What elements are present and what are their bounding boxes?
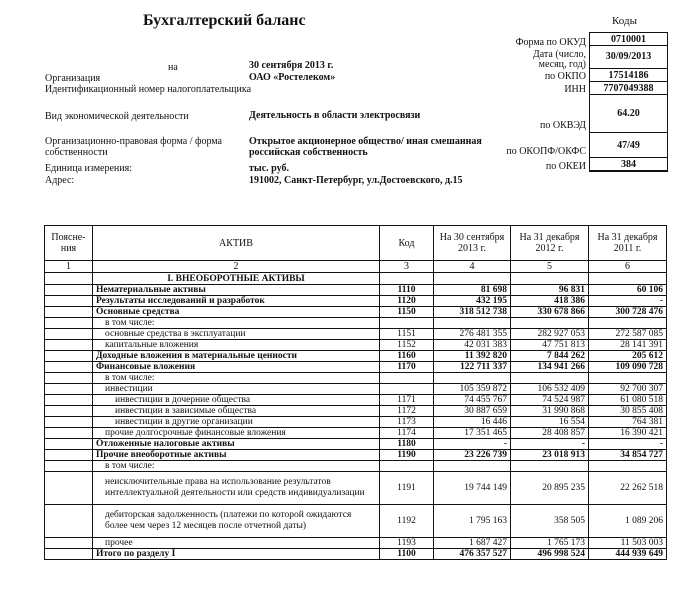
row-code [380, 384, 434, 395]
col-code-header: Код [380, 226, 434, 261]
report-date: 30 сентября 2013 г. [249, 60, 334, 71]
table-row [45, 362, 667, 373]
note-cell [45, 417, 93, 428]
table-row [45, 373, 667, 384]
note-cell [45, 296, 93, 307]
note-cell [45, 538, 93, 549]
row-code: 1160 [380, 351, 434, 362]
row-value-2011 [589, 461, 667, 472]
row-code: 1151 [380, 329, 434, 340]
row-value-2011: 1 089 206 [589, 505, 667, 538]
inn-label: Идентификационный номер налогоплательщика [45, 84, 252, 95]
table-row [45, 285, 667, 296]
row-value-2013 [434, 373, 511, 384]
codes-heading: Коды [612, 15, 637, 27]
row-code: 1100 [380, 549, 434, 560]
row-value-2011: 22 262 518 [589, 472, 667, 505]
row-value-2011: 61 080 518 [589, 395, 667, 406]
row-value-2013 [434, 461, 511, 472]
row-label: Основные средства [93, 307, 380, 318]
row-value-2012: 23 018 913 [511, 450, 589, 461]
table-header-row [45, 226, 667, 261]
row-value-2013: 23 226 739 [434, 450, 511, 461]
row-value-2012: 358 505 [511, 505, 589, 538]
unit-label: Единица измерения: [45, 163, 132, 174]
section-row [45, 273, 667, 285]
row-label: основные средства в эксплуатации [93, 329, 380, 340]
table-row [45, 450, 667, 461]
table-row [45, 406, 667, 417]
note-cell [45, 329, 93, 340]
form-okud-label: Форма по ОКУД [515, 37, 586, 48]
table-row [45, 340, 667, 351]
col-2013-header: На 30 сентября 2013 г. [434, 226, 511, 261]
row-label: Финансовые вложения [93, 362, 380, 373]
okpo-code-box: 17514186 [589, 69, 668, 82]
okved-code-box: 64.20 [589, 95, 668, 133]
table-row [45, 505, 667, 538]
table-row [45, 549, 667, 560]
row-value-2011: 28 141 391 [589, 340, 667, 351]
table-row [45, 296, 667, 307]
table-row [45, 428, 667, 439]
row-code: 1150 [380, 307, 434, 318]
row-value-2013: 1 687 427 [434, 538, 511, 549]
note-cell [45, 549, 93, 560]
row-value-2013: 105 359 872 [434, 384, 511, 395]
row-label: в том числе: [93, 318, 380, 329]
row-value-2012 [511, 318, 589, 329]
row-value-2011: 272 587 085 [589, 329, 667, 340]
row-value-2012: 28 408 857 [511, 428, 589, 439]
table-row [45, 384, 667, 395]
row-label: капитальные вложения [93, 340, 380, 351]
org-value: ОАО «Ростелеком» [249, 72, 336, 83]
date-code-box: 30/09/2013 [589, 45, 668, 69]
row-label: прочее [93, 538, 380, 549]
row-value-2013: - [434, 439, 511, 450]
row-value-2012: 496 998 524 [511, 549, 589, 560]
col-number: 1 [45, 261, 93, 273]
table-row [45, 439, 667, 450]
col-number: 6 [589, 261, 667, 273]
row-code: 1152 [380, 340, 434, 351]
row-value-2012: 96 831 [511, 285, 589, 296]
note-cell [45, 285, 93, 296]
col-asset-header: АКТИВ [93, 226, 380, 261]
row-value-2012: 47 751 813 [511, 340, 589, 351]
row-value-2012: 418 386 [511, 296, 589, 307]
row-code: 1170 [380, 362, 434, 373]
note-cell [45, 472, 93, 505]
row-value-2013: 17 351 465 [434, 428, 511, 439]
legal-form-label: Организационно-правовая форма / форма собственности [45, 136, 222, 158]
table-row [45, 307, 667, 318]
row-value-2012: 282 927 053 [511, 329, 589, 340]
row-value-2011: 16 390 421 [589, 428, 667, 439]
page-title: Бухгалтерский баланс [143, 12, 306, 29]
legal-form-value: Открытое акционерное общество/ иная смешанная российская собственность [249, 136, 482, 158]
row-code: 1173 [380, 417, 434, 428]
row-value-2012: 106 532 409 [511, 384, 589, 395]
okei-code-box: 384 [589, 158, 668, 172]
note-cell [45, 428, 93, 439]
row-value-2011: 444 939 649 [589, 549, 667, 560]
row-value-2013: 81 698 [434, 285, 511, 296]
okopf-code-box: 47/49 [589, 133, 668, 158]
row-label: в том числе: [93, 373, 380, 384]
row-value-2011: 60 106 [589, 285, 667, 296]
row-value-2012: 1 765 173 [511, 538, 589, 549]
row-value-2012: 330 678 866 [511, 307, 589, 318]
row-value-2012: 16 554 [511, 417, 589, 428]
row-value-2013: 122 711 337 [434, 362, 511, 373]
note-cell [45, 351, 93, 362]
row-value-2012: 31 990 868 [511, 406, 589, 417]
note-cell [45, 362, 93, 373]
column-number-row [45, 261, 667, 273]
row-label: прочие долгосрочные финансовые вложения [93, 428, 380, 439]
note-cell [45, 505, 93, 538]
row-value-2013: 1 795 163 [434, 505, 511, 538]
row-value-2013: 276 481 355 [434, 329, 511, 340]
row-value-2013: 476 357 527 [434, 549, 511, 560]
row-label: Прочие внеоборотные активы [93, 450, 380, 461]
row-code: 1110 [380, 285, 434, 296]
balance-table [44, 225, 667, 560]
row-value-2011: 30 855 408 [589, 406, 667, 417]
address-label: Адрес: [45, 175, 75, 186]
row-value-2011: 11 503 003 [589, 538, 667, 549]
note-cell [45, 307, 93, 318]
table-row [45, 351, 667, 362]
row-code [380, 461, 434, 472]
col-2012-header: На 31 декабря 2012 г. [511, 226, 589, 261]
address-value: 191002, Санкт-Петербург, ул.Достоевского, д.15 [249, 175, 463, 186]
section-title: I. ВНЕОБОРОТНЫЕ АКТИВЫ [93, 273, 380, 285]
row-label: в том числе: [93, 461, 380, 472]
note-cell [45, 406, 93, 417]
row-value-2011: 764 381 [589, 417, 667, 428]
row-code: 1180 [380, 439, 434, 450]
note-cell [45, 450, 93, 461]
row-value-2011: 300 728 476 [589, 307, 667, 318]
row-label: неисключительные права на использование результатов интеллектуальной деятельности или средств индивидуализации [93, 472, 380, 505]
row-value-2013: 432 195 [434, 296, 511, 307]
table-row [45, 318, 667, 329]
row-code: 1192 [380, 505, 434, 538]
note-cell [45, 318, 93, 329]
row-value-2013: 318 512 738 [434, 307, 511, 318]
row-label: инвестиции [93, 384, 380, 395]
row-value-2011: 92 700 307 [589, 384, 667, 395]
row-value-2012: 20 895 235 [511, 472, 589, 505]
row-label: инвестиции в другие организации [93, 417, 380, 428]
row-code [380, 318, 434, 329]
col-number: 4 [434, 261, 511, 273]
note-cell [45, 340, 93, 351]
col-2011-header: На 31 декабря 2011 г. [589, 226, 667, 261]
unit-value: тыс. руб. [249, 163, 289, 174]
row-value-2011 [589, 373, 667, 384]
row-code [380, 373, 434, 384]
col-number: 3 [380, 261, 434, 273]
inn-short-label: ИНН [564, 84, 586, 95]
row-value-2012: - [511, 439, 589, 450]
row-label: Результаты исследований и разработок [93, 296, 380, 307]
row-code: 1190 [380, 450, 434, 461]
table-row [45, 329, 667, 340]
row-value-2012 [511, 373, 589, 384]
activity-label: Вид экономической деятельности [45, 111, 189, 122]
activity-value: Деятельность в области электросвязи [249, 110, 421, 121]
row-value-2012: 7 844 262 [511, 351, 589, 362]
row-label: Отложенные налоговые активы [93, 439, 380, 450]
row-code: 1193 [380, 538, 434, 549]
row-value-2013: 30 887 659 [434, 406, 511, 417]
row-label: Итого по разделу I [93, 549, 380, 560]
row-value-2012: 134 941 266 [511, 362, 589, 373]
table-row [45, 417, 667, 428]
col-number: 5 [511, 261, 589, 273]
note-cell [45, 384, 93, 395]
row-value-2013: 19 744 149 [434, 472, 511, 505]
col-number: 2 [93, 261, 380, 273]
date-label: Дата (число, месяц, год) [532, 49, 586, 70]
okud-code-box: 0710001 [589, 32, 668, 46]
okved-label: по ОКВЭД [540, 120, 586, 131]
row-value-2013 [434, 318, 511, 329]
row-code: 1120 [380, 296, 434, 307]
table-row [45, 395, 667, 406]
okopf-label: по ОКОПФ/ОКФС [506, 146, 586, 157]
row-value-2013: 42 031 383 [434, 340, 511, 351]
note-cell [45, 461, 93, 472]
note-cell [45, 373, 93, 384]
table-row [45, 461, 667, 472]
okpo-label: по ОКПО [544, 71, 586, 82]
row-code: 1174 [380, 428, 434, 439]
row-label: инвестиции в зависимые общества [93, 406, 380, 417]
row-value-2013: 16 446 [434, 417, 511, 428]
row-value-2012: 74 524 987 [511, 395, 589, 406]
row-code: 1171 [380, 395, 434, 406]
row-code: 1172 [380, 406, 434, 417]
row-label: инвестиции в дочерние общества [93, 395, 380, 406]
note-cell [45, 395, 93, 406]
row-label: дебиторская задолженность (платежи по которой ожидаются более чем через 12 месяцев после отчетной даты) [93, 505, 380, 538]
row-value-2011: 109 090 728 [589, 362, 667, 373]
row-value-2011: 34 854 727 [589, 450, 667, 461]
row-label: Доходные вложения в материальные ценности [93, 351, 380, 362]
row-value-2011: - [589, 439, 667, 450]
row-value-2013: 74 455 767 [434, 395, 511, 406]
row-value-2011: - [589, 296, 667, 307]
row-value-2011 [589, 318, 667, 329]
row-value-2011: 205 612 [589, 351, 667, 362]
row-value-2013: 11 392 820 [434, 351, 511, 362]
col-note-header: Поясне-ния [45, 226, 93, 261]
row-value-2012 [511, 461, 589, 472]
note-cell [45, 439, 93, 450]
table-row [45, 472, 667, 505]
table-row [45, 538, 667, 549]
inn-code-box: 7707049388 [589, 82, 668, 95]
row-label: Нематериальные активы [93, 285, 380, 296]
row-code: 1191 [380, 472, 434, 505]
na-label: на [168, 62, 178, 73]
okei-label: по ОКЕИ [545, 161, 586, 172]
org-label: Организация [45, 73, 101, 84]
